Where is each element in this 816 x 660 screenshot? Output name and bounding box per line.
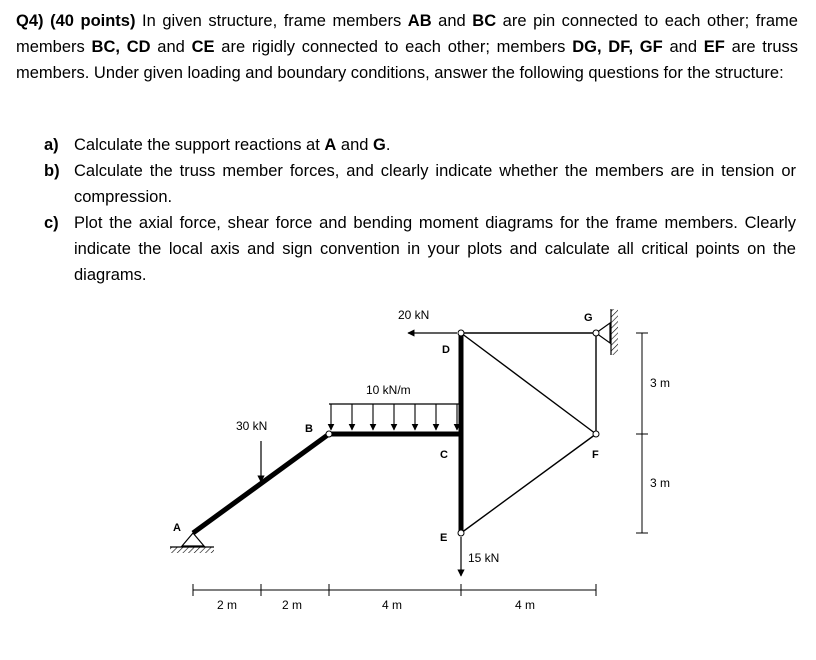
load-30kn-label: 30 kN bbox=[236, 419, 268, 433]
member-label: BC, CD bbox=[91, 38, 151, 56]
item-text: and bbox=[336, 136, 374, 154]
question-span: are rigidly connected to each other; members bbox=[214, 38, 573, 56]
question-number: Q4) bbox=[16, 12, 44, 30]
load-15kn-label: 15 kN bbox=[468, 551, 500, 565]
node-label-c: C bbox=[440, 449, 448, 461]
item-text: Plot the axial force, shear force and bending moment diagrams for the frame members. Clearly indicate the local axis and sign convention in your plots and calculate all critical points on the diagrams. bbox=[74, 214, 796, 284]
node-label-e: E bbox=[440, 532, 448, 544]
item-bold: G bbox=[373, 136, 386, 154]
member-label: CE bbox=[191, 38, 215, 56]
item-text: . bbox=[385, 136, 391, 154]
member-label: EF bbox=[703, 38, 725, 56]
item-marker: a) bbox=[44, 136, 59, 154]
dim-v-2: 3 m bbox=[650, 476, 671, 490]
dim-h-4: 4 m bbox=[515, 598, 536, 612]
member-label: BC bbox=[472, 12, 497, 30]
item-text: Calculate the truss member forces, and clearly indicate whether the members are in tension or compression. bbox=[74, 162, 796, 206]
node-label-b: B bbox=[305, 423, 313, 435]
load-20kn-label: 20 kN bbox=[398, 308, 430, 322]
vertical-dimension bbox=[636, 333, 648, 533]
dim-h-3: 4 m bbox=[382, 598, 403, 612]
item-bold: A bbox=[324, 136, 337, 154]
udl-label: 10 kN/m bbox=[366, 383, 411, 397]
udl-arrows bbox=[329, 404, 461, 430]
dim-h-1: 2 m bbox=[217, 598, 238, 612]
member-label: DG, DF, GF bbox=[572, 38, 663, 56]
dim-h-2: 2 m bbox=[282, 598, 303, 612]
node-label-a: A bbox=[173, 522, 181, 534]
hinge-g bbox=[593, 330, 599, 336]
question-span: are pin connected to each other; frame members bbox=[16, 12, 798, 56]
question-span: In given structure, frame members bbox=[135, 12, 408, 30]
item-marker: c) bbox=[44, 214, 59, 232]
item-text: Calculate the support reactions at bbox=[74, 136, 325, 154]
hinge-f bbox=[593, 431, 599, 437]
question-span: and bbox=[431, 12, 473, 30]
node-label-f: F bbox=[592, 449, 599, 461]
hinge-d bbox=[458, 330, 464, 336]
node-label-g: G bbox=[584, 312, 593, 324]
question-span: and bbox=[662, 38, 704, 56]
support-a bbox=[170, 533, 214, 553]
node-label-d: D bbox=[442, 344, 450, 356]
member-ef bbox=[461, 434, 596, 533]
member-label: AB bbox=[407, 12, 432, 30]
member-df bbox=[461, 333, 596, 434]
item-marker: b) bbox=[44, 162, 60, 180]
hinge-b bbox=[326, 431, 332, 437]
hinge-e bbox=[458, 530, 464, 536]
question-span: are truss members. Under given loading and boundary conditions, answer the following questions for the structure: bbox=[16, 38, 799, 82]
dim-v-1: 3 m bbox=[650, 376, 671, 390]
question-points: (40 points) bbox=[50, 12, 136, 30]
question-span: and bbox=[150, 38, 192, 56]
horizontal-dimension bbox=[193, 584, 596, 596]
